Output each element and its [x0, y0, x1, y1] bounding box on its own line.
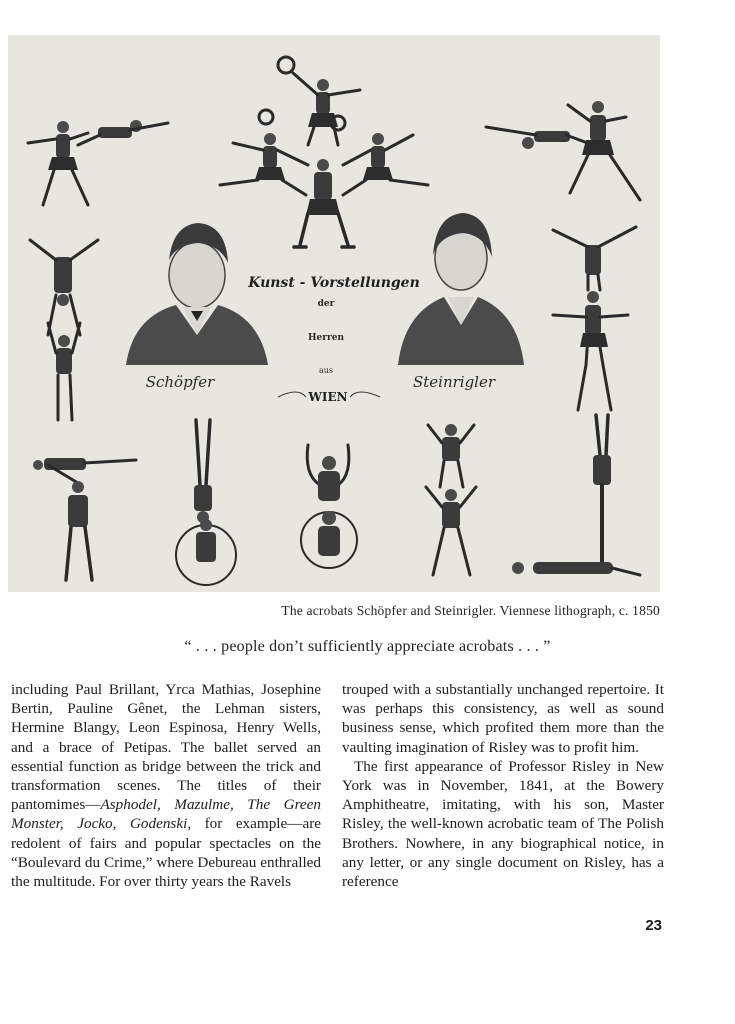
figure-caption: The acrobats Schöpfer and Steinrigler. Viennese lithograph, c. 1850 — [281, 603, 660, 618]
plate-heading: Kunst - Vorstellungen — [248, 275, 420, 291]
acrobat-pair-top-left — [28, 120, 168, 205]
acrobat-stack-right — [553, 227, 636, 410]
acrobats-illustration — [8, 35, 660, 592]
right-column — [342, 680, 664, 891]
pull-quote: “ . . . people don’t sufficiently appreciate acrobats . . . ” — [184, 638, 551, 655]
pantomime-titles: Asphodel, Mazulme, The Green Monster, Jocko, Godenski — [11, 796, 321, 833]
acrobat-balance-bottom-left — [33, 458, 136, 580]
left-text-a: including Paul Brillant, Yrca Mathias, Josephine Bertin, Pauline Gênet, the Lehman sisters, Hermine Blangy, Leon Espinosa, Henry Wells, and a brace of Petipas. The ballet served an essential function as bridge between the trick and transformation scenes. The titles of their pantomimes— — [11, 681, 321, 814]
plate-sub-der: der — [317, 299, 335, 309]
acrobat-handstand-lying — [512, 415, 640, 575]
acrobat-headstand-pair — [176, 420, 236, 585]
acrobat-pyramid-center — [220, 57, 428, 247]
acrobat-pair-top-right — [486, 101, 640, 200]
left-column — [11, 680, 321, 891]
right-paragraph-2: The first appearance of Professor Risley in New York was in November, 1841, at the Bowery Amphitheatre, imitating, with his son, Master Risley, the well-known acrobatic team of The Polish Brothers. Nowhere, in any biographical notice, in any letter, or any single document on Risley, has a reference — [342, 757, 664, 891]
left-paragraph — [11, 680, 321, 891]
right-paragraph-1: trouped with a substantially unchanged repertoire. It was perhaps this consistency, as well as sound business sense, which profited them more than the vaulting imagination of Risley was to profit him. — [342, 681, 664, 756]
acrobat-tower-center-right — [426, 424, 476, 575]
plate-city: WIEN — [308, 390, 348, 404]
lithograph-plate — [8, 35, 660, 592]
page-number: 23 — [645, 917, 662, 934]
plate-sub-herren: Herren — [308, 333, 344, 343]
left-text-b: , for example—are redolent of fairs and popular spectacles on the “Boulevard du Crime,” where Debureau enthralled the multitude. For over thirty years the Ravels — [11, 815, 321, 891]
portrait-schopfer — [126, 223, 268, 365]
plate-sub-aus: aus — [318, 366, 334, 375]
acrobat-stack-left — [30, 240, 98, 420]
signature-right: Steinrigler — [412, 373, 496, 391]
acrobat-duo-center — [301, 445, 357, 568]
signature-left: Schöpfer — [145, 373, 215, 391]
